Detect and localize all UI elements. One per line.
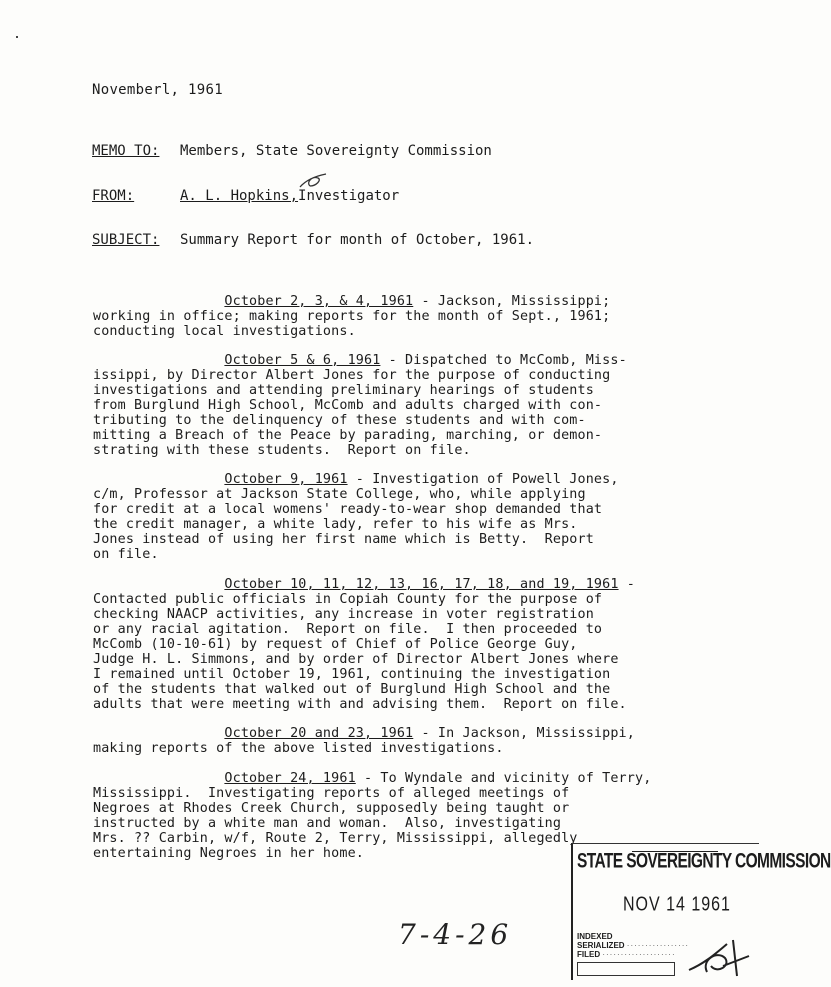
- paragraph-date: October 20 and 23, 1961: [224, 726, 414, 741]
- report-paragraph: [93, 294, 683, 339]
- stamp-row-indexed: INDEXED: [577, 932, 613, 941]
- stamp-title: STATE SOVEREIGNTY COMMISSION: [577, 850, 831, 873]
- paragraph-text: - To Wyndale and vicinity of Terry, Mississippi. Investigating reports of alleged meetings of Negroes at Rhodes Creek Church, supposedly being taught or instructed by a white man and woman. Also, investigating Mrs. ?? Carbin, w/f, Route 2, Terry, Mississippi, allegedly entertaining Negroes in her home.: [93, 771, 652, 861]
- paragraph-text: - In Jackson, Mississippi, making reports of the above listed investigations.: [93, 726, 635, 756]
- memo-to-line: [92, 143, 492, 159]
- stamp-signature: [683, 936, 757, 978]
- from-value: A. L. Hopkins,: [180, 188, 299, 204]
- from-line: [92, 188, 399, 204]
- paragraph-date: October 9, 1961: [224, 472, 348, 487]
- subject-line: [92, 232, 534, 248]
- stamp-box: [577, 962, 675, 976]
- report-paragraph: [93, 726, 683, 756]
- paragraph-text: - Dispatched to McComb, Miss- issippi, by Director Albert Jones for the purpose of conducting investigations and attending preliminary hearings of students from Burglund High School, McComb and adults charged with con- tributing to the delinquency of these students and with com- mitting a Breach of the Peace by parading, marching, or demon- strating with these students. Report on file.: [93, 353, 627, 458]
- paragraph-date: October 5 & 6, 1961: [224, 353, 381, 368]
- initials-mark: [296, 170, 336, 192]
- subject-label: SUBJECT:: [92, 232, 160, 248]
- paragraph-text: - Jackson, Mississippi; working in office; making reports for the month of Sept., 1961; conducting local investigations.: [93, 294, 611, 339]
- file-number: 7-4-26: [398, 918, 513, 951]
- stamp-rows: INDEXED SERIALIZED ················· FILED ····················: [577, 932, 690, 959]
- stamp-row-filed: FILED: [577, 950, 601, 959]
- from-title: Investigator: [298, 188, 400, 204]
- report-paragraph: [93, 577, 683, 712]
- subject-value: Summary Report for month of October, 1961.: [180, 232, 535, 248]
- memo-date: Novemberl, 1961: [92, 82, 223, 98]
- report-paragraph: [93, 353, 683, 458]
- stamp-date: NOV 14 1961: [623, 894, 731, 916]
- paragraph-date: October 10, 11, 12, 13, 16, 17, 18, and 19, 1961: [224, 577, 619, 592]
- paragraph-date: October 2, 3, & 4, 1961: [224, 294, 414, 309]
- memo-to-label: MEMO TO:: [92, 143, 160, 159]
- report-paragraph: [93, 472, 683, 562]
- paragraph-date: October 24, 1961: [224, 771, 356, 786]
- from-label: FROM:: [92, 188, 135, 204]
- stray-mark: [16, 36, 18, 38]
- paragraph-text: - Investigation of Powell Jones, c/m, Professor at Jackson State College, who, while applying for credit at a local womens' ready-to-wear shop demanded that the credit manager, a white lady, refer to his wife as Mrs. Jones instead of using her first name which is Betty. Report on file.: [93, 472, 619, 562]
- received-stamp: [571, 843, 831, 980]
- paragraph-text: - Contacted public officials in Copiah County for the purpose of checking NAACP activities, any increase in voter registration or any racial agitation. Report on file. I then proceeded to McComb (10-10-61) by request of Chief of Police George Guy, Judge H. L. Simmons, and by order of Director Albert Jones where I remained until October 19, 1961, continuing the investigation of the students that walked out of Burglund High School and the adults that were meeting with and advising them. Report on file.: [93, 577, 635, 712]
- stamp-row-serialized: SERIALIZED: [577, 941, 625, 950]
- memo-to-value: Members, State Sovereignty Commission: [180, 143, 492, 159]
